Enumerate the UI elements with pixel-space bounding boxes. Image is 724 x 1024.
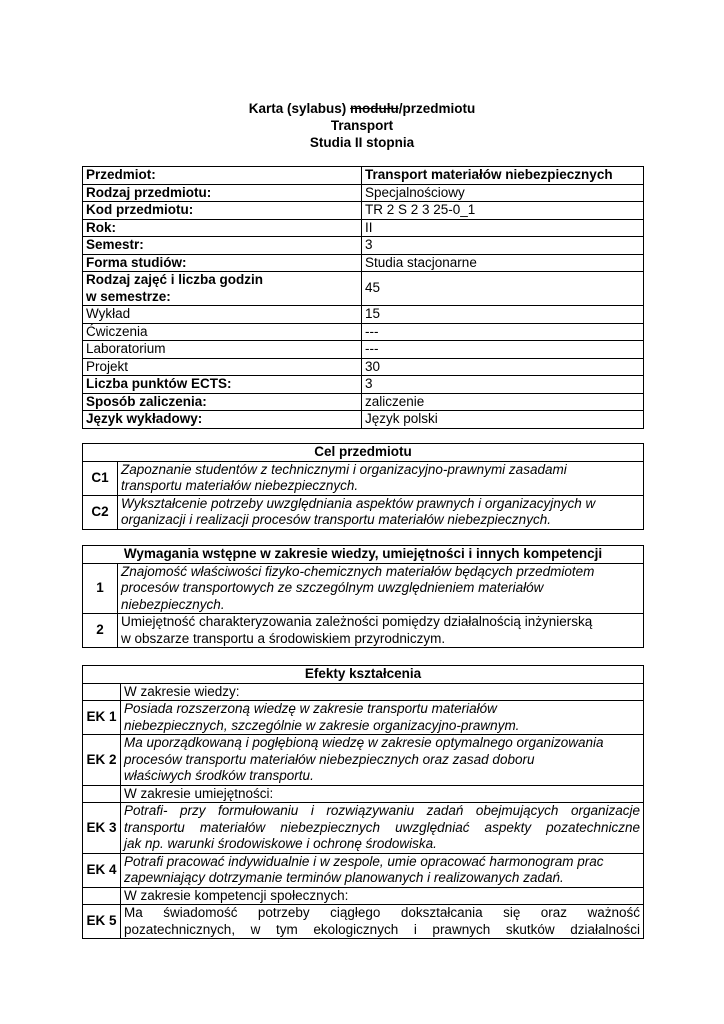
info-value: 3 xyxy=(362,237,644,255)
table-row xyxy=(83,341,644,359)
outcome-code: EK 1 xyxy=(83,701,121,735)
section-title: Cel przedmiotu xyxy=(83,444,644,462)
info-value: Język polski xyxy=(362,411,644,429)
info-value: TR 2 S 2 3 25-0_1 xyxy=(362,202,644,220)
goal-text: Zapoznanie studentów z technicznymi i organizacyjno-prawnymi zasadami transportu materiałów niebezpiecznych. xyxy=(118,461,644,495)
outcome-text: Potrafi pracować indywidualnie i w zespole, umie opracować harmonogram prac zapewniający dotrzymanie terminów planowanych i realizowanych zadań. xyxy=(121,853,644,887)
table-row xyxy=(83,701,644,735)
subsection-header: W zakresie umiejętności: xyxy=(121,785,644,803)
table-row xyxy=(83,905,644,939)
outcomes-table xyxy=(82,665,644,939)
table-row xyxy=(83,683,644,701)
table-row xyxy=(83,735,644,786)
requirement-code: 1 xyxy=(83,563,118,614)
outcome-text: Potrafi- przy formułowaniu i rozwiązywaniu zadań obejmujących organizacje transportu materiałów niebezpiecznych uwzględniać aspekty pozatechniczne jak np. warunki środowiskowe i ochronę środowiska. xyxy=(121,803,644,854)
info-label: Projekt xyxy=(83,358,362,376)
info-label: Rodzaj przedmiotu: xyxy=(83,184,362,202)
outcome-text: Posiada rozszerzoną wiedzę w zakresie transportu materiałów niebezpiecznych, szczególnie w zakresie organizacyjno-prawnym. xyxy=(121,701,644,735)
info-label: Kod przedmiotu: xyxy=(83,202,362,220)
table-row xyxy=(83,461,644,495)
table-row xyxy=(83,323,644,341)
table-row xyxy=(83,376,644,394)
table-row xyxy=(83,614,644,648)
table-row xyxy=(83,167,644,185)
table-row xyxy=(83,237,644,255)
requirement-code: 2 xyxy=(83,614,118,648)
outcome-code: EK 5 xyxy=(83,905,121,939)
info-value: 3 xyxy=(362,376,644,394)
info-label: Ćwiczenia xyxy=(83,323,362,341)
table-header-row xyxy=(83,666,644,684)
table-row xyxy=(83,803,644,854)
goal-text: Wykształcenie potrzeby uwzględniania aspektów prawnych i organizacyjnych w organizacji i realizacji procesów transportu materiałów niebezpiecznych. xyxy=(118,495,644,529)
requirement-text: Umiejętność charakteryzowania zależności pomiędzy działalnością inżynierską w obszarze transportu a środowiskiem przyrodniczym. xyxy=(118,614,644,648)
info-label: Semestr: xyxy=(83,237,362,255)
table-row xyxy=(83,495,644,529)
info-value: zaliczenie xyxy=(362,393,644,411)
info-label: Liczba punktów ECTS: xyxy=(83,376,362,394)
header-field: Transport xyxy=(330,118,394,133)
subsection-header: W zakresie wiedzy: xyxy=(121,683,644,701)
requirement-text: Znajomość właściwości fizyko-chemicznych materiałów będących przedmiotem procesów transportowych ze szczególnym uwzględnieniem materiałów niebezpiecznych. xyxy=(118,563,644,614)
table-row xyxy=(83,219,644,237)
struck-word: modułu xyxy=(350,101,399,116)
info-label: Rodzaj zajęć i liczba godzin w semestrze: xyxy=(83,272,362,306)
info-value: 45 xyxy=(362,272,644,306)
info-value: Specjalnościowy xyxy=(362,184,644,202)
header-title: Karta (sylabus) modułu/przedmiotu xyxy=(248,101,476,116)
info-label: Sposób zaliczenia: xyxy=(83,393,362,411)
table-row xyxy=(83,202,644,220)
table-row xyxy=(83,184,644,202)
table-row xyxy=(83,358,644,376)
outcome-text: Ma uporządkowaną i pogłębioną wiedzę w zakresie optymalnego organizowania procesów transportu materiałów niebezpiecznych oraz zasad doboru właściwych środków transportu. xyxy=(121,735,644,786)
table-row xyxy=(83,887,644,905)
info-value: 30 xyxy=(362,358,644,376)
table-row xyxy=(83,785,644,803)
section-title: Wymagania wstępne w zakresie wiedzy, umiejętności i innych kompetencji xyxy=(83,546,644,564)
info-value: Studia stacjonarne xyxy=(362,254,644,272)
table-row xyxy=(83,393,644,411)
subsection-header: W zakresie kompetencji społecznych: xyxy=(121,887,644,905)
info-label: Przedmiot: xyxy=(83,167,362,185)
info-label: Forma studiów: xyxy=(83,254,362,272)
info-value: II xyxy=(362,219,644,237)
table-header-row xyxy=(83,444,644,462)
table-header-row xyxy=(83,546,644,564)
info-label: Laboratorium xyxy=(83,341,362,359)
header-level: Studia II stopnia xyxy=(309,135,415,150)
outcome-code: EK 3 xyxy=(83,803,121,854)
info-label: Rok: xyxy=(83,219,362,237)
table-row xyxy=(83,306,644,324)
info-label: Wykład xyxy=(83,306,362,324)
outcome-code: EK 4 xyxy=(83,853,121,887)
info-value: Transport materiałów niebezpiecznych xyxy=(362,167,644,185)
outcome-code: EK 2 xyxy=(83,735,121,786)
table-row xyxy=(83,853,644,887)
requirements-table xyxy=(82,545,644,648)
table-row xyxy=(83,411,644,429)
document-header xyxy=(0,100,724,151)
info-label: Język wykładowy: xyxy=(83,411,362,429)
outcome-text: Ma świadomość potrzeby ciągłego dokształcania się oraz ważność pozatechnicznych, w tym ekologicznych i prawnych skutków działalności xyxy=(121,905,644,939)
info-value: --- xyxy=(362,341,644,359)
goal-code: C2 xyxy=(83,495,118,529)
table-row xyxy=(83,563,644,614)
subject-info-table xyxy=(82,166,644,429)
table-row xyxy=(83,254,644,272)
section-title: Efekty kształcenia xyxy=(83,666,644,684)
goal-code: C1 xyxy=(83,461,118,495)
info-value: 15 xyxy=(362,306,644,324)
goals-table xyxy=(82,443,644,530)
info-value: --- xyxy=(362,323,644,341)
table-row xyxy=(83,272,644,306)
